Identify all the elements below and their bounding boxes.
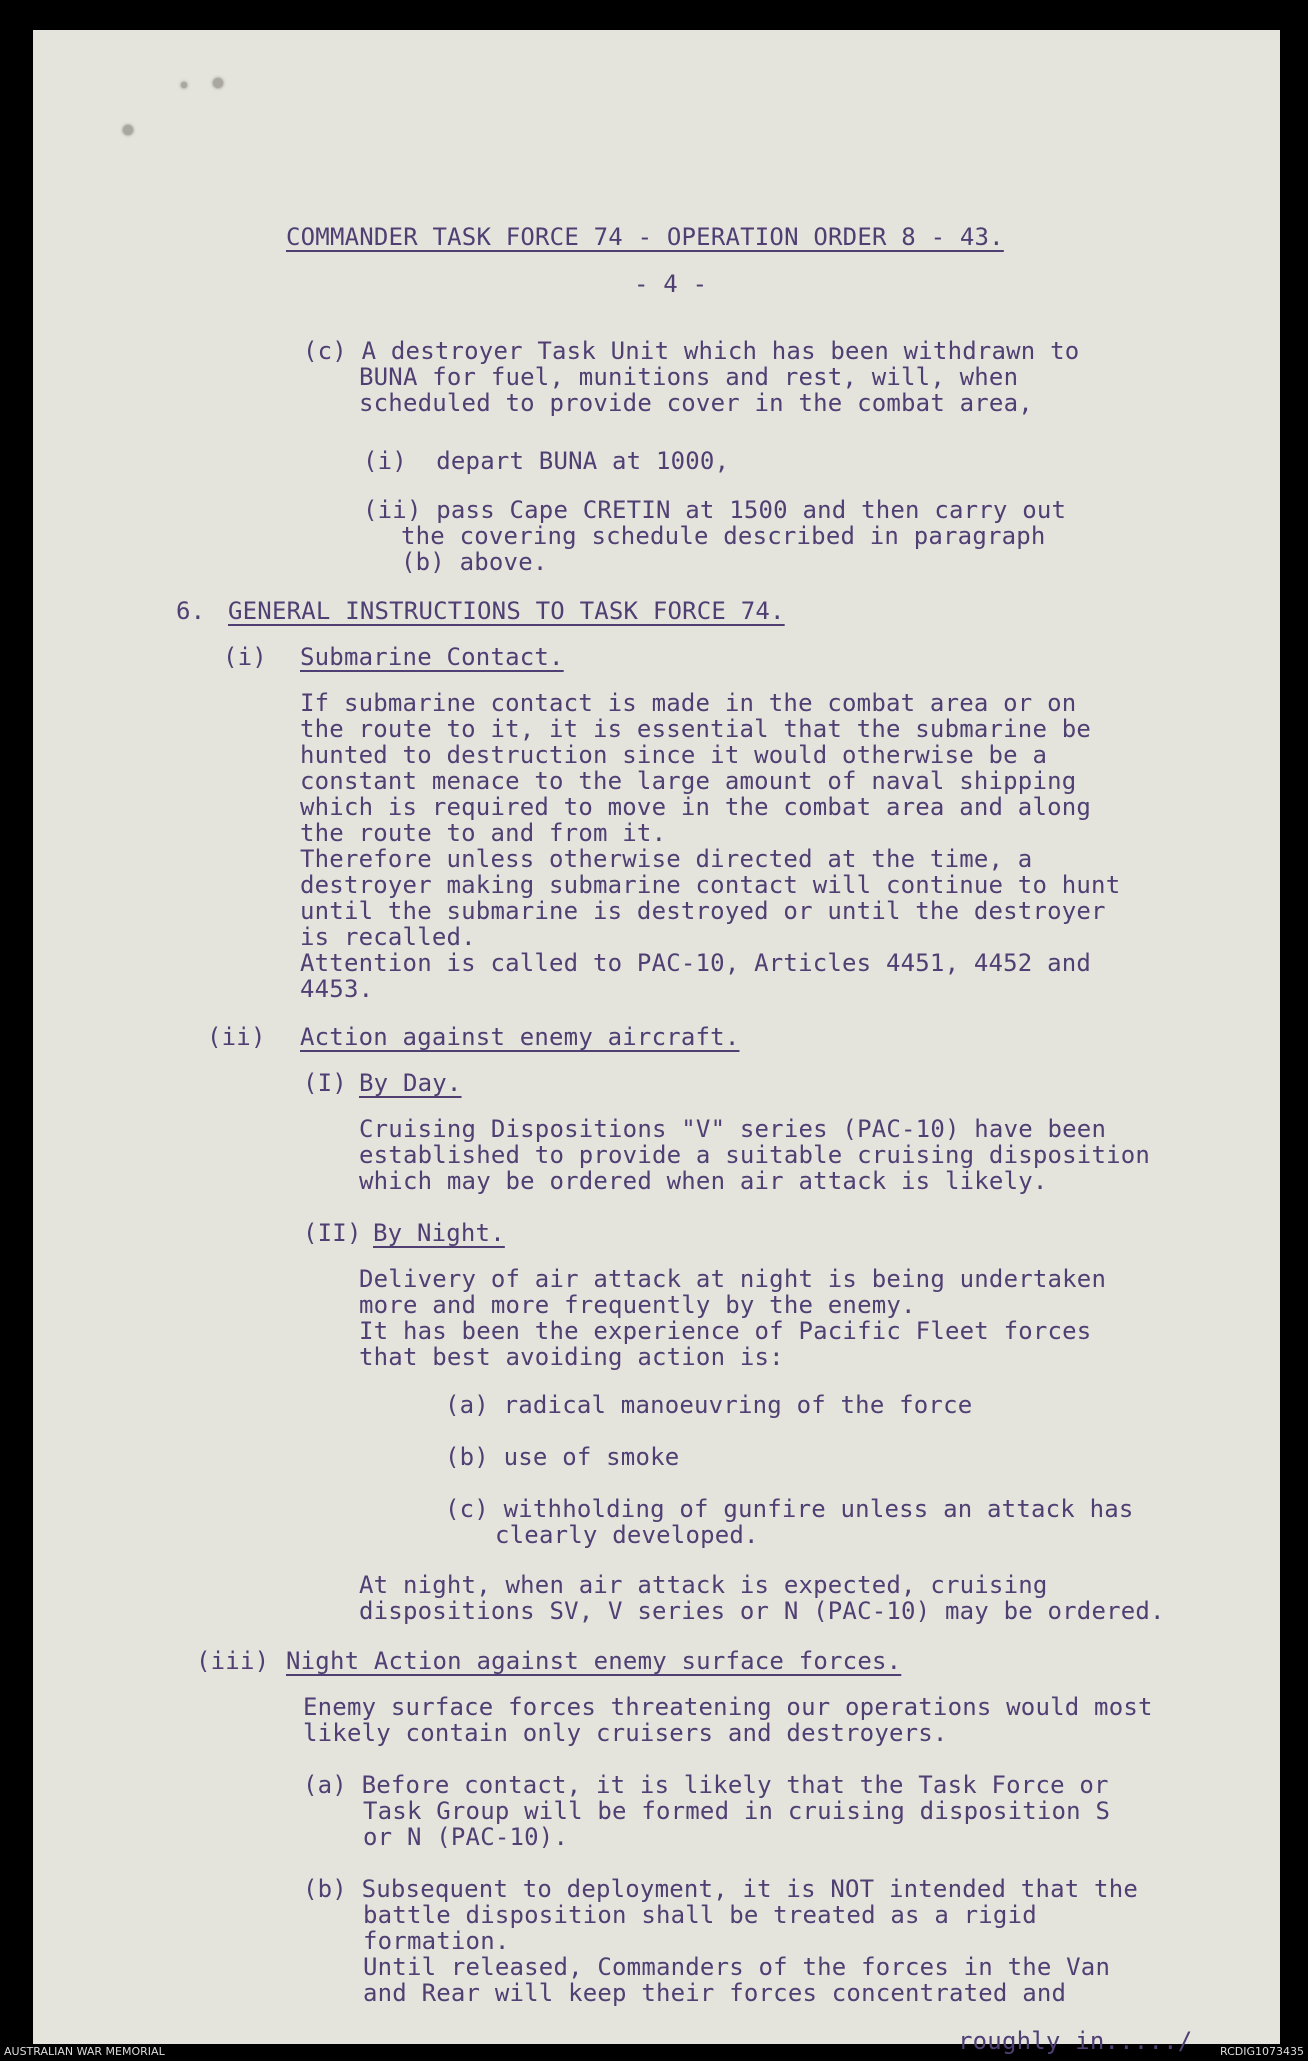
sub-i-line: hunted to destruction since it would otherwise be a — [300, 741, 1048, 769]
iii-b-line: (b) Subsequent to deployment, it is NOT intended that the — [303, 1875, 1139, 1903]
by-day-line: Cruising Dispositions "V" series (PAC-10) have been — [359, 1115, 1107, 1143]
footer-left: AUSTRALIAN WAR MEMORIAL — [4, 2045, 165, 2058]
iii-b-line: and Rear will keep their forces concentrated and — [363, 1979, 1067, 2007]
by-night-line: more and more frequently by the enemy. — [359, 1291, 916, 1319]
sub-ii-heading: Action against enemy aircraft. — [300, 1023, 740, 1051]
para-c-ii-line: (ii) pass Cape CRETIN at 1500 and then carry out — [363, 496, 1067, 524]
sub-i-line: Therefore unless otherwise directed at the time, a — [300, 845, 1033, 873]
by-day-number: (I) — [303, 1069, 347, 1097]
sub-iii-heading: Night Action against enemy surface forces. — [286, 1647, 902, 1675]
footer-right: RCDIG1073435 — [1219, 2045, 1304, 2058]
para-c-line: (c) A destroyer Task Unit which has been withdrawn to — [303, 337, 1080, 365]
iii-a-line: or N (PAC-10). — [363, 1823, 569, 1851]
sub-iii-line: likely contain only cruisers and destroyers. — [303, 1719, 948, 1747]
night-item-c-line: (c) withholding of gunfire unless an attack has — [445, 1495, 1134, 1523]
sub-iii-line: Enemy surface forces threatening our operations would most — [303, 1693, 1153, 1721]
by-day-heading: By Day. — [359, 1069, 462, 1097]
sub-i-line: 4453. — [300, 975, 374, 1003]
section-6-number: 6. — [176, 597, 206, 625]
sub-i-line: destroyer making submarine contact will continue to hunt — [300, 871, 1121, 899]
sub-i-number: (i) — [223, 643, 267, 671]
para-c-ii-line: (b) above. — [401, 548, 548, 576]
iii-b-line: battle disposition shall be treated as a rigid — [363, 1901, 1037, 1929]
sub-i-heading: Submarine Contact. — [300, 643, 564, 671]
by-day-line: established to provide a suitable cruising disposition — [359, 1141, 1151, 1169]
staple-hole — [181, 82, 187, 88]
iii-a-line: (a) Before contact, it is likely that the Task Force or — [303, 1771, 1109, 1799]
para-c-i: (i) depart BUNA at 1000, — [363, 447, 730, 475]
sub-i-line: constant menace to the large amount of naval shipping — [300, 767, 1077, 795]
staple-hole — [213, 78, 223, 88]
sub-iii-number: (iii) — [196, 1647, 270, 1675]
continuation-mark: roughly in...../ — [958, 2027, 1193, 2055]
by-night-line: that best avoiding action is: — [359, 1343, 784, 1371]
sub-i-line: Attention is called to PAC-10, Articles 4451, 4452 and — [300, 949, 1092, 977]
para-c-line: scheduled to provide cover in the combat area, — [359, 389, 1033, 417]
by-night-line: It has been the experience of Pacific Fleet forces — [359, 1317, 1092, 1345]
by-day-line: which may be ordered when air attack is likely. — [359, 1167, 1048, 1195]
night-item-a: (a) radical manoeuvring of the force — [445, 1391, 973, 1419]
section-6-heading: GENERAL INSTRUCTIONS TO TASK FORCE 74. — [228, 597, 785, 625]
night-footer-line: dispositions SV, V series or N (PAC-10) may be ordered. — [359, 1597, 1165, 1625]
by-night-heading: By Night. — [373, 1219, 505, 1247]
sub-i-line: until the submarine is destroyed or until the destroyer — [300, 897, 1106, 925]
iii-b-line: formation. — [363, 1927, 510, 1955]
sub-i-line: is recalled. — [300, 923, 476, 951]
para-c-ii-line: the covering schedule described in paragraph — [401, 522, 1046, 550]
iii-a-line: Task Group will be formed in cruising disposition S — [363, 1797, 1111, 1825]
iii-b-line: Until released, Commanders of the forces in the Van — [363, 1953, 1111, 1981]
page-number: - 4 - — [634, 270, 708, 298]
sub-i-line: the route to it, it is essential that the submarine be — [300, 715, 1092, 743]
document-title: COMMANDER TASK FORCE 74 - OPERATION ORDER 8 - 43. — [286, 223, 1004, 251]
sub-i-line: If submarine contact is made in the combat area or on — [300, 689, 1077, 717]
para-c-line: BUNA for fuel, munitions and rest, will, when — [359, 363, 1019, 391]
sub-i-line: which is required to move in the combat area and along — [300, 793, 1092, 821]
sub-ii-number: (ii) — [207, 1023, 266, 1051]
sub-i-line: the route to and from it. — [300, 819, 667, 847]
night-item-c-line: clearly developed. — [495, 1521, 759, 1549]
night-item-b: (b) use of smoke — [445, 1443, 680, 1471]
staple-hole — [123, 125, 133, 135]
night-footer-line: At night, when air attack is expected, cruising — [359, 1571, 1048, 1599]
by-night-line: Delivery of air attack at night is being undertaken — [359, 1265, 1107, 1293]
by-night-number: (II) — [303, 1219, 362, 1247]
